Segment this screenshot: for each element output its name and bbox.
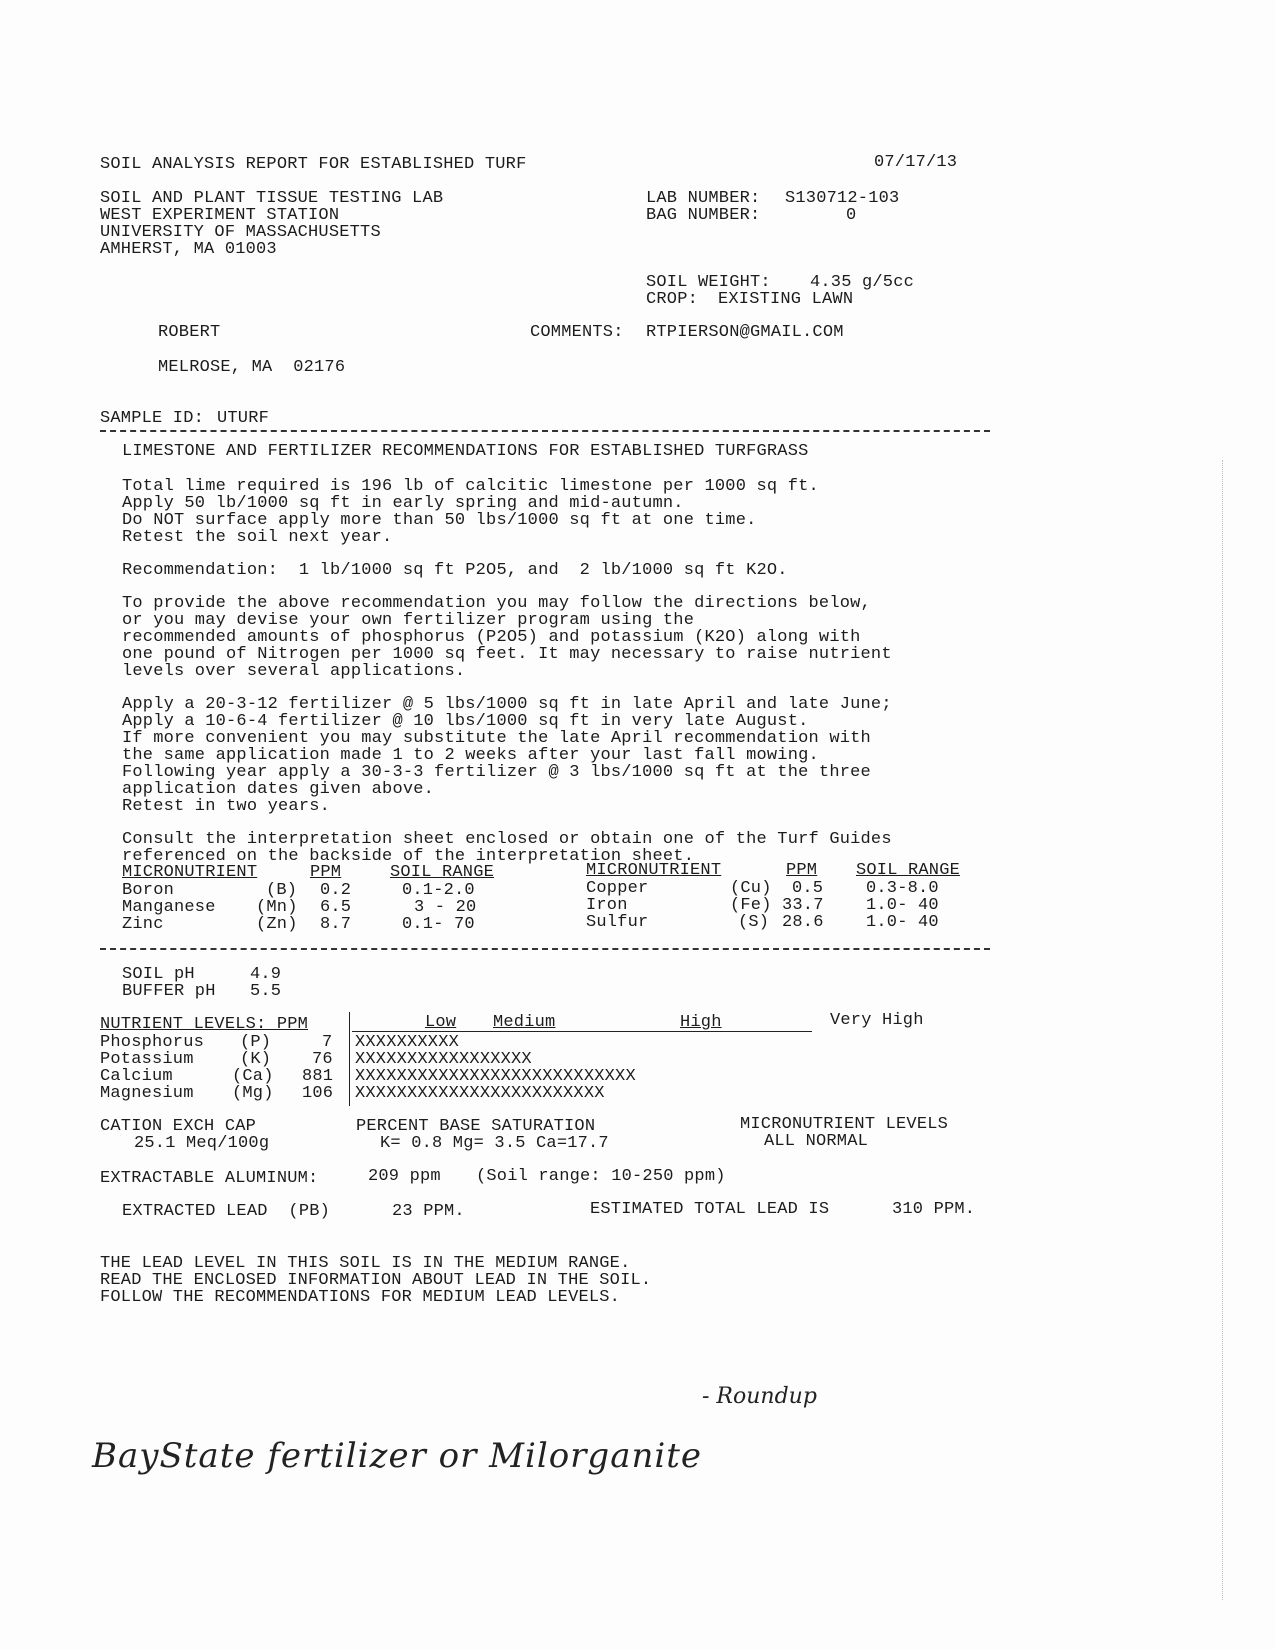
nutrient-levels-header: NUTRIENT LEVELS: PPM — [100, 1015, 309, 1034]
micro-row-range: 0.1-2.0 — [402, 881, 475, 900]
buffer-ph-label: BUFFER pH — [122, 982, 216, 1001]
nutrient-bar: XXXXXXXXXXXXXXXXXXXXXXXXXXX — [355, 1067, 636, 1086]
scale-high: High — [680, 1013, 722, 1032]
soil-weight: 4.35 g/5cc — [810, 273, 915, 292]
apply-line: application dates given above. — [122, 780, 435, 799]
recommendation-line: Recommendation: 1 lb/1000 sq ft P2O5, and 2 lb/1000 sq ft K2O. — [122, 561, 788, 580]
nutrient-symbol: (K) — [240, 1050, 272, 1069]
bag-number: 0 — [846, 206, 857, 225]
micro-row-range: 1.0- 40 — [866, 896, 939, 915]
micro-row-name: Copper — [586, 879, 649, 898]
scale-medium: Medium — [493, 1013, 556, 1032]
scale-low: Low — [425, 1013, 457, 1032]
lime-line: Total lime required is 196 lb of calcitic limestone per 1000 sq ft. — [122, 477, 819, 496]
base-saturation-label: PERCENT BASE SATURATION — [356, 1117, 596, 1136]
micronutrient-levels-value: ALL NORMAL — [764, 1132, 869, 1151]
micro-row-symbol: (Mn) — [256, 898, 298, 917]
micro-header-ppm: PPM — [786, 861, 818, 880]
nutrient-name: Calcium — [100, 1067, 173, 1086]
lime-line: Do NOT surface apply more than 50 lbs/1000 sq ft at one time. — [122, 511, 757, 530]
base-saturation-value: K= 0.8 Mg= 3.5 Ca=17.7 — [380, 1134, 609, 1153]
provide-line: levels over several applications. — [122, 662, 466, 681]
micro-row-symbol: (S) — [738, 913, 770, 932]
micro-row-range: 1.0- 40 — [866, 913, 939, 932]
micro-row-symbol: (Fe) — [730, 896, 772, 915]
micro-row-ppm: 0.2 — [320, 881, 352, 900]
divider — [100, 430, 990, 432]
provide-line: or you may devise your own fertilizer program using the — [122, 611, 695, 630]
buffer-ph: 5.5 — [250, 982, 282, 1001]
lead-note: FOLLOW THE RECOMMENDATIONS FOR MEDIUM LEAD LEVELS. — [100, 1288, 621, 1307]
micro-row-ppm: 8.7 — [320, 915, 352, 934]
micro-row-ppm: 6.5 — [320, 898, 352, 917]
divider — [100, 948, 990, 950]
lab-station: WEST EXPERIMENT STATION — [100, 206, 340, 225]
client-name: ROBERT — [158, 323, 221, 342]
micro-header-range: SOIL RANGE — [390, 863, 495, 882]
nutrient-symbol: (Mg) — [232, 1084, 274, 1103]
soil-weight-label: SOIL WEIGHT: — [646, 273, 771, 292]
micro-row-name: Iron — [586, 896, 628, 915]
nutrient-ppm: 881 — [302, 1067, 334, 1086]
extracted-lead-label: EXTRACTED LEAD (PB) — [122, 1202, 331, 1221]
aluminum-range: (Soil range: 10-250 ppm) — [476, 1167, 726, 1186]
nutrient-levels-axis — [349, 1012, 350, 1106]
nutrient-ppm: 76 — [312, 1050, 333, 1069]
provide-line: recommended amounts of phosphorus (P2O5) and potassium (K2O) along with — [122, 628, 861, 647]
nutrient-ppm: 7 — [322, 1033, 333, 1052]
consult-line: referenced on the backside of the interpretation sheet. — [122, 847, 695, 866]
micro-row-name: Sulfur — [586, 913, 649, 932]
micro-row-range: 0.1- 70 — [402, 915, 475, 934]
apply-line: the same application made 1 to 2 weeks after your last fall mowing. — [122, 746, 819, 765]
scale-very-high: Very High — [830, 1011, 924, 1030]
nutrient-name: Potassium — [100, 1050, 194, 1069]
micro-row-range: 0.3-8.0 — [866, 879, 939, 898]
nutrient-bar: XXXXXXXXXX — [355, 1033, 460, 1052]
micro-row-name: Manganese — [122, 898, 216, 917]
report-date: 07/17/13 — [874, 153, 958, 172]
micro-row-name: Zinc — [122, 915, 164, 934]
comments-label: COMMENTS: — [530, 323, 624, 342]
scale-underline — [352, 1031, 812, 1032]
lab-city: AMHERST, MA 01003 — [100, 240, 277, 259]
lead-note: READ THE ENCLOSED INFORMATION ABOUT LEAD IN THE SOIL. — [100, 1271, 652, 1290]
nutrient-ppm: 106 — [302, 1084, 334, 1103]
consult-line: Consult the interpretation sheet enclosed or obtain one of the Turf Guides — [122, 830, 892, 849]
aluminum-label: EXTRACTABLE ALUMINUM: — [100, 1169, 319, 1188]
nutrient-name: Phosphorus — [100, 1033, 205, 1052]
cec-value: 25.1 Meq/100g — [134, 1134, 270, 1153]
micro-header-name: MICRONUTRIENT — [586, 861, 722, 880]
nutrient-symbol: (Ca) — [232, 1067, 274, 1086]
handwritten-note-roundup: - Roundup — [702, 1384, 817, 1409]
report-title: SOIL ANALYSIS REPORT FOR ESTABLISHED TURF — [100, 155, 527, 174]
total-lead-value: 310 PPM. — [892, 1200, 976, 1219]
lime-line: Retest the soil next year. — [122, 528, 393, 547]
micro-row-range: 3 - 20 — [414, 898, 477, 917]
apply-line: Apply a 10-6-4 fertilizer @ 10 lbs/1000 sq ft in very late August. — [122, 712, 809, 731]
bag-number-label: BAG NUMBER: — [646, 206, 761, 225]
micro-row-ppm: 33.7 — [782, 896, 824, 915]
nutrient-bar: XXXXXXXXXXXXXXXXXXXXXXXX — [355, 1084, 605, 1103]
crop: EXISTING LAWN — [718, 290, 854, 309]
micro-row-name: Boron — [122, 881, 175, 900]
total-lead-label: ESTIMATED TOTAL LEAD IS — [590, 1200, 830, 1219]
apply-line: Apply a 20-3-12 fertilizer @ 5 lbs/1000 sq ft in late April and late June; — [122, 695, 892, 714]
sample-id-label: SAMPLE ID: — [100, 409, 205, 428]
apply-line: Retest in two years. — [122, 797, 331, 816]
lead-note: THE LEAD LEVEL IN THIS SOIL IS IN THE MEDIUM RANGE. — [100, 1254, 631, 1273]
aluminum-value: 209 ppm — [368, 1167, 441, 1186]
recommendations-heading: LIMESTONE AND FERTILIZER RECOMMENDATIONS FOR ESTABLISHED TURFGRASS — [122, 442, 809, 461]
lab-name: SOIL AND PLANT TISSUE TESTING LAB — [100, 189, 444, 208]
nutrient-name: Magnesium — [100, 1084, 194, 1103]
nutrient-symbol: (P) — [240, 1033, 272, 1052]
comments: RTPIERSON@GMAIL.COM — [646, 323, 844, 342]
provide-line: one pound of Nitrogen per 1000 sq feet. It may necessary to raise nutrient — [122, 645, 892, 664]
cec-label: CATION EXCH CAP — [100, 1117, 257, 1136]
lab-number: S130712-103 — [785, 189, 900, 208]
micro-row-symbol: (Cu) — [730, 879, 772, 898]
micro-header-name: MICRONUTRIENT — [122, 863, 258, 882]
apply-line: If more convenient you may substitute the late April recommendation with — [122, 729, 871, 748]
lab-university: UNIVERSITY OF MASSACHUSETTS — [100, 223, 381, 242]
sample-id: UTURF — [217, 409, 270, 428]
client-city: MELROSE, MA 02176 — [158, 358, 346, 377]
micro-row-ppm: 28.6 — [782, 913, 824, 932]
soil-ph: 4.9 — [250, 965, 282, 984]
nutrient-bar: XXXXXXXXXXXXXXXXX — [355, 1050, 532, 1069]
provide-line: To provide the above recommendation you may follow the directions below, — [122, 594, 871, 613]
micro-header-ppm: PPM — [310, 863, 342, 882]
micro-row-symbol: (Zn) — [256, 915, 298, 934]
soil-ph-label: SOIL pH — [122, 965, 195, 984]
lab-number-label: LAB NUMBER: — [646, 189, 761, 208]
apply-line: Following year apply a 30-3-3 fertilizer @ 3 lbs/1000 sq ft at the three — [122, 763, 871, 782]
micro-row-symbol: (B) — [266, 881, 298, 900]
micro-header-range: SOIL RANGE — [856, 861, 961, 880]
lime-line: Apply 50 lb/1000 sq ft in early spring and mid-autumn. — [122, 494, 684, 513]
micro-row-ppm: 0.5 — [792, 879, 824, 898]
micronutrient-levels-label: MICRONUTRIENT LEVELS — [740, 1115, 949, 1134]
scan-edge — [1222, 460, 1223, 1600]
extracted-lead-value: 23 PPM. — [392, 1202, 465, 1221]
crop-label: CROP: — [646, 290, 699, 309]
handwritten-note-fertilizer: BayState fertilizer or Milorganite — [92, 1436, 703, 1476]
